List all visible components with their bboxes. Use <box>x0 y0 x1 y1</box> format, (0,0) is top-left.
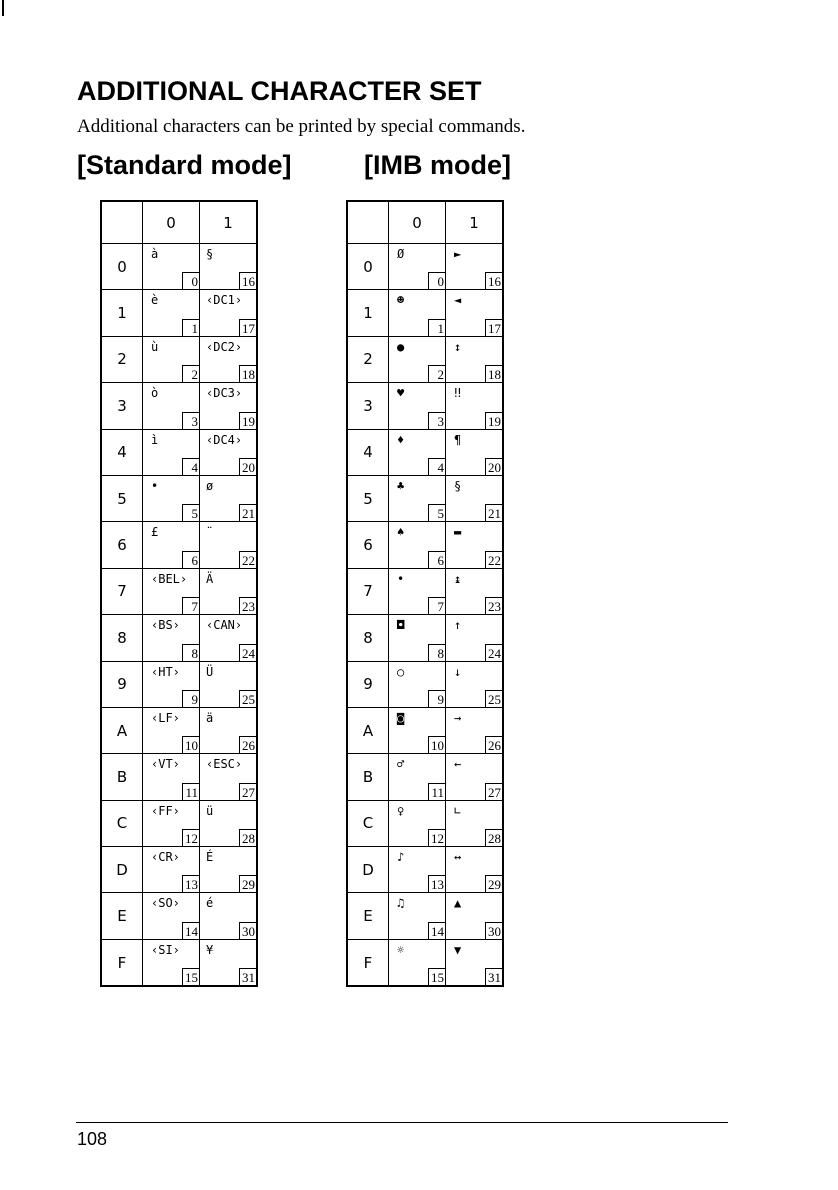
corner-header <box>101 201 143 244</box>
character-code: 13 <box>182 875 199 892</box>
table-row <box>101 336 257 382</box>
table-row <box>101 244 257 290</box>
table-row <box>101 754 257 800</box>
character-code: 9 <box>428 690 445 707</box>
table-row <box>347 336 503 382</box>
character-glyph: ♠ <box>397 525 405 540</box>
character-glyph: ‹CR› <box>151 850 180 865</box>
character-cell <box>143 893 200 939</box>
row-header: F <box>347 939 389 986</box>
character-cell <box>200 754 258 800</box>
character-cell <box>200 244 258 290</box>
character-glyph: → <box>454 710 462 725</box>
character-glyph: ↔ <box>454 850 462 865</box>
table-row <box>101 475 257 521</box>
character-code: 7 <box>428 597 445 614</box>
character-cell <box>446 475 504 521</box>
table-row <box>101 661 257 707</box>
row-header: F <box>101 939 143 986</box>
character-cell <box>143 429 200 475</box>
character-cell <box>200 800 258 846</box>
character-glyph: ‹SO› <box>151 896 180 911</box>
row-header: D <box>347 847 389 893</box>
character-cell <box>143 475 200 521</box>
character-code: 19 <box>485 412 502 429</box>
character-cell <box>446 661 504 707</box>
row-header: 0 <box>101 244 143 290</box>
table-row <box>347 475 503 521</box>
row-header: C <box>347 800 389 846</box>
character-glyph: ì <box>151 432 159 447</box>
character-cell <box>446 615 504 661</box>
character-glyph: ♣ <box>397 478 405 493</box>
character-cell <box>200 568 258 614</box>
character-code: 27 <box>485 783 502 800</box>
character-cell <box>200 429 258 475</box>
row-header: A <box>101 707 143 753</box>
row-header: B <box>347 754 389 800</box>
row-header: 4 <box>101 429 143 475</box>
character-code: 28 <box>485 829 502 846</box>
character-glyph: ♪ <box>397 850 405 865</box>
character-code: 26 <box>485 736 502 753</box>
standard-mode-heading: [Standard mode] <box>77 150 292 180</box>
character-cell <box>389 893 446 939</box>
table-row <box>347 522 503 568</box>
row-header: 5 <box>347 475 389 521</box>
character-cell <box>389 475 446 521</box>
character-cell <box>389 244 446 290</box>
character-glyph: ◘ <box>397 618 405 633</box>
character-code: 4 <box>182 458 199 475</box>
character-glyph: ‹VT› <box>151 757 180 772</box>
character-cell <box>200 939 258 986</box>
row-header: 8 <box>101 615 143 661</box>
character-cell <box>143 244 200 290</box>
character-cell <box>200 707 258 753</box>
character-code: 27 <box>239 783 256 800</box>
table-row <box>101 847 257 893</box>
character-glyph: ↑ <box>454 618 462 633</box>
character-code: 20 <box>239 458 256 475</box>
character-glyph: Ø <box>397 247 405 261</box>
character-code: 0 <box>182 272 199 289</box>
character-glyph: § <box>454 478 462 493</box>
character-glyph: £ <box>151 525 159 540</box>
character-code: 18 <box>485 365 502 382</box>
character-glyph: ù <box>151 339 159 354</box>
character-code: 6 <box>428 551 445 568</box>
character-glyph: ‹BS› <box>151 618 180 633</box>
character-glyph: ↕ <box>454 339 462 354</box>
table-row <box>347 754 503 800</box>
character-code: 16 <box>485 272 502 289</box>
character-cell <box>446 707 504 753</box>
character-glyph: ◙ <box>397 710 405 725</box>
character-glyph: è <box>151 293 159 308</box>
row-header: 3 <box>101 383 143 429</box>
row-header: 0 <box>347 244 389 290</box>
character-glyph: ● <box>397 339 405 354</box>
imb-mode-table <box>346 200 504 987</box>
table-row <box>347 847 503 893</box>
character-glyph: ☼ <box>397 942 405 957</box>
character-glyph: ‹ESC› <box>206 757 243 772</box>
table-row <box>347 244 503 290</box>
character-cell <box>389 800 446 846</box>
row-header: 5 <box>101 475 143 521</box>
character-glyph: ø <box>206 478 214 493</box>
row-header: B <box>101 754 143 800</box>
character-code: 6 <box>182 551 199 568</box>
table-row <box>101 800 257 846</box>
character-glyph: ▼ <box>454 942 462 957</box>
character-glyph: • <box>397 571 405 586</box>
character-code: 12 <box>182 829 199 846</box>
character-code: 19 <box>239 412 256 429</box>
character-glyph: ♂ <box>397 757 405 772</box>
character-code: 11 <box>428 783 445 800</box>
character-cell <box>143 939 200 986</box>
table-row <box>101 290 257 336</box>
character-code: 25 <box>485 690 502 707</box>
table-row <box>347 615 503 661</box>
table-row <box>101 893 257 939</box>
character-code: 29 <box>485 875 502 892</box>
character-glyph: ♥ <box>397 386 405 401</box>
character-cell <box>200 475 258 521</box>
character-code: 7 <box>182 597 199 614</box>
character-cell <box>143 800 200 846</box>
character-cell <box>143 754 200 800</box>
character-code: 5 <box>428 504 445 521</box>
character-cell <box>389 568 446 614</box>
character-code: 8 <box>428 644 445 661</box>
character-code: 15 <box>182 968 199 985</box>
row-header: D <box>101 847 143 893</box>
row-header: 9 <box>347 661 389 707</box>
table-row <box>347 707 503 753</box>
page-subtitle: Additional characters can be printed by special commands. <box>77 116 526 137</box>
character-cell <box>143 522 200 568</box>
character-glyph: ¥ <box>206 942 214 957</box>
character-glyph: ò <box>151 386 159 401</box>
table-row <box>347 290 503 336</box>
table-row <box>347 429 503 475</box>
character-code: 13 <box>428 875 445 892</box>
character-code: 31 <box>485 968 502 985</box>
row-header: 2 <box>347 336 389 382</box>
character-cell <box>389 522 446 568</box>
column-header: 0 <box>389 201 446 244</box>
character-glyph: ← <box>454 757 462 772</box>
character-cell <box>200 847 258 893</box>
standard-mode-table <box>100 200 258 987</box>
character-code: 0 <box>428 272 445 289</box>
table-row <box>101 615 257 661</box>
character-glyph: ‹HT› <box>151 664 180 679</box>
character-code: 9 <box>182 690 199 707</box>
character-glyph: ‹BEL› <box>151 571 188 586</box>
character-cell <box>446 336 504 382</box>
character-code: 14 <box>428 922 445 939</box>
character-cell <box>389 707 446 753</box>
character-code: 30 <box>485 922 502 939</box>
character-glyph: É <box>206 850 214 865</box>
character-code: 31 <box>239 968 256 985</box>
row-header: 9 <box>101 661 143 707</box>
character-glyph: ‹DC3› <box>206 386 243 401</box>
character-glyph: ↨ <box>454 571 462 586</box>
character-code: 1 <box>428 319 445 336</box>
row-header: 2 <box>101 336 143 382</box>
character-glyph: ▬ <box>454 525 462 540</box>
character-glyph: ► <box>454 247 462 261</box>
character-glyph: ▲ <box>454 896 462 911</box>
character-glyph: ♦ <box>397 432 405 447</box>
character-code: 4 <box>428 458 445 475</box>
row-header: 8 <box>347 615 389 661</box>
character-cell <box>143 336 200 382</box>
character-code: 29 <box>239 875 256 892</box>
character-cell <box>200 893 258 939</box>
character-cell <box>446 939 504 986</box>
character-cell <box>389 939 446 986</box>
character-glyph: ‹DC4› <box>206 432 243 447</box>
character-code: 30 <box>239 922 256 939</box>
table-row <box>347 893 503 939</box>
margin-mark <box>2 0 4 16</box>
character-code: 17 <box>485 319 502 336</box>
character-cell <box>446 893 504 939</box>
character-code: 16 <box>239 272 256 289</box>
character-glyph: ♫ <box>397 896 405 911</box>
row-header: 6 <box>101 522 143 568</box>
character-cell <box>143 568 200 614</box>
character-glyph: ↓ <box>454 664 462 679</box>
character-code: 28 <box>239 829 256 846</box>
character-code: 5 <box>182 504 199 521</box>
character-code: 10 <box>182 736 199 753</box>
character-glyph: ü <box>206 803 214 818</box>
row-header: 4 <box>347 429 389 475</box>
character-code: 2 <box>182 365 199 382</box>
character-code: 23 <box>239 597 256 614</box>
character-code: 23 <box>485 597 502 614</box>
character-code: 11 <box>182 783 199 800</box>
character-cell <box>446 568 504 614</box>
character-code: 26 <box>239 736 256 753</box>
character-glyph: ‹CAN› <box>206 618 243 633</box>
table-row <box>347 661 503 707</box>
character-code: 25 <box>239 690 256 707</box>
character-code: 24 <box>239 644 256 661</box>
character-glyph: ◄ <box>454 293 462 308</box>
character-code: 17 <box>239 319 256 336</box>
table-row <box>101 429 257 475</box>
character-code: 18 <box>239 365 256 382</box>
character-glyph: Ä <box>206 571 214 586</box>
character-code: 15 <box>428 968 445 985</box>
character-code: 21 <box>485 504 502 521</box>
table-row <box>101 568 257 614</box>
character-cell <box>446 754 504 800</box>
row-header: 1 <box>101 290 143 336</box>
character-cell <box>446 847 504 893</box>
character-cell <box>143 383 200 429</box>
character-code: 14 <box>182 922 199 939</box>
character-glyph: ‹DC2› <box>206 339 243 354</box>
character-cell <box>200 661 258 707</box>
character-cell <box>200 615 258 661</box>
character-glyph: ○ <box>397 664 405 679</box>
character-glyph: ☻ <box>397 293 405 308</box>
character-cell <box>389 754 446 800</box>
row-header: E <box>347 893 389 939</box>
character-code: 22 <box>239 551 256 568</box>
table-row <box>347 383 503 429</box>
character-glyph: ♀ <box>397 803 405 818</box>
character-cell <box>143 615 200 661</box>
imb-mode-heading: [IMB mode] <box>364 150 511 180</box>
table-row <box>347 939 503 986</box>
column-header: 0 <box>143 201 200 244</box>
character-code: 2 <box>428 365 445 382</box>
character-cell <box>389 290 446 336</box>
character-glyph: ‹LF› <box>151 710 180 725</box>
character-cell <box>389 847 446 893</box>
character-code: 22 <box>485 551 502 568</box>
character-cell <box>143 847 200 893</box>
character-glyph: à <box>151 247 159 261</box>
character-glyph: • <box>151 478 159 493</box>
row-header: 3 <box>347 383 389 429</box>
character-code: 21 <box>239 504 256 521</box>
row-header: A <box>347 707 389 753</box>
character-code: 10 <box>428 736 445 753</box>
character-code: 24 <box>485 644 502 661</box>
character-cell <box>389 615 446 661</box>
column-header: 1 <box>446 201 504 244</box>
character-cell <box>200 522 258 568</box>
character-cell <box>200 290 258 336</box>
character-glyph: ∟ <box>454 803 462 818</box>
character-cell <box>200 383 258 429</box>
table-row <box>347 568 503 614</box>
row-header: E <box>101 893 143 939</box>
character-cell <box>446 383 504 429</box>
character-cell <box>446 522 504 568</box>
character-cell <box>446 244 504 290</box>
row-header: 6 <box>347 522 389 568</box>
table-row <box>101 383 257 429</box>
row-header: 1 <box>347 290 389 336</box>
character-glyph: ‹FF› <box>151 803 180 818</box>
character-code: 8 <box>182 644 199 661</box>
page-title: ADDITIONAL CHARACTER SET <box>77 76 482 106</box>
character-cell <box>389 661 446 707</box>
character-glyph: ‼ <box>454 386 462 401</box>
character-cell <box>446 290 504 336</box>
page-number: 108 <box>77 1129 108 1149</box>
table-row <box>347 800 503 846</box>
table-row <box>101 939 257 986</box>
character-cell <box>143 290 200 336</box>
character-code: 20 <box>485 458 502 475</box>
table-row <box>101 707 257 753</box>
row-header: C <box>101 800 143 846</box>
corner-header <box>347 201 389 244</box>
character-code: 1 <box>182 319 199 336</box>
character-cell <box>389 336 446 382</box>
character-cell <box>389 429 446 475</box>
character-code: 12 <box>428 829 445 846</box>
character-cell <box>389 383 446 429</box>
character-cell <box>446 800 504 846</box>
character-glyph: ‹SI› <box>151 942 180 957</box>
character-glyph: Ü <box>206 664 214 679</box>
character-cell <box>143 661 200 707</box>
character-glyph: ¶ <box>454 432 462 447</box>
character-cell <box>143 707 200 753</box>
table-row <box>101 522 257 568</box>
character-cell <box>446 429 504 475</box>
character-glyph: é <box>206 896 214 911</box>
character-cell <box>200 336 258 382</box>
row-header: 7 <box>101 568 143 614</box>
row-header: 7 <box>347 568 389 614</box>
character-code: 3 <box>182 412 199 429</box>
character-glyph: ¨ <box>206 525 214 540</box>
column-header: 1 <box>200 201 258 244</box>
footer-rule <box>76 1122 728 1123</box>
character-code: 3 <box>428 412 445 429</box>
character-glyph: ä <box>206 710 214 725</box>
character-glyph: § <box>206 247 214 261</box>
character-glyph: ‹DC1› <box>206 293 243 308</box>
